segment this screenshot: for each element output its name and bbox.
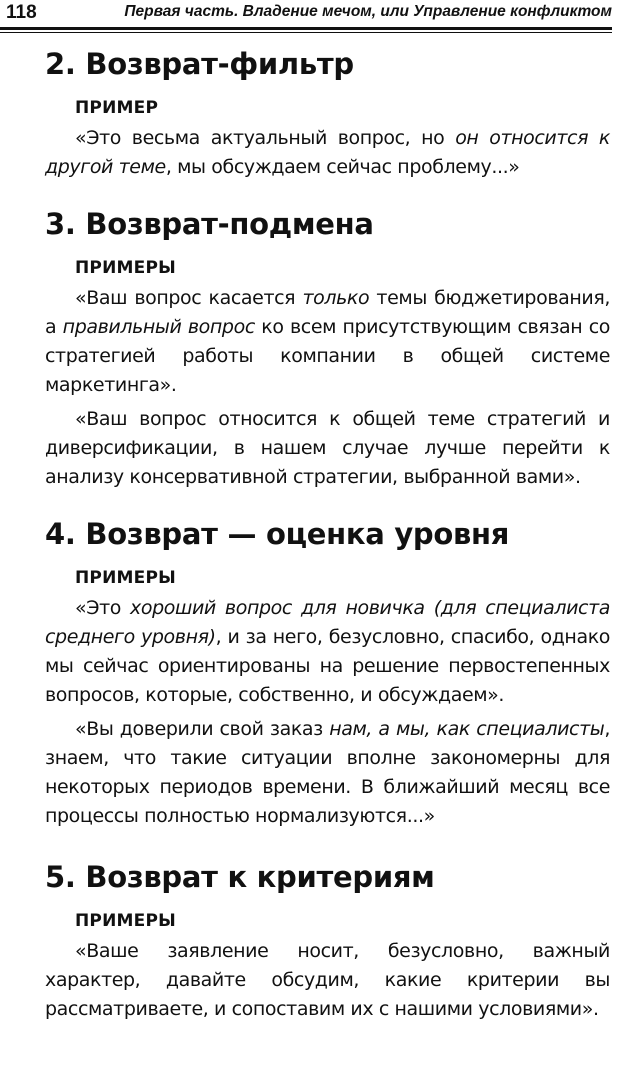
section-return-to-criteria [45,857,610,1024]
example-paragraph [45,937,610,1024]
section-title: 3. Возврат-подмена [45,207,374,241]
text-run: , знаем, что такие ситуации вполне закономерны для некоторых периодов времени. В ближайший месяц все процессы полностью нормализуются...» [45,718,610,827]
text-run: ко всем присутствующим связан со стратегией работы компании в общей системе маркетинга». [45,316,610,396]
example-label: ПРИМЕР [75,98,159,118]
example-label: ПРИМЕРЫ [75,258,176,278]
section-title: 4. Возврат — оценка уровня [45,517,510,551]
text-run: , мы обсуждаем сейчас проблему...» [165,156,520,178]
page-content [45,40,610,1029]
example-paragraph [45,124,610,182]
header-rule-thin [0,32,612,33]
italic-phrase: только [302,287,370,309]
italic-phrase: он относится к другой теме [45,127,611,178]
section-return-level-assessment [45,514,610,831]
section-return-substitution [45,204,610,492]
example-paragraph [45,405,610,492]
example-paragraph [45,715,610,831]
example-paragraph [45,594,610,710]
example-label: ПРИМЕРЫ [75,911,176,931]
italic-phrase: правильный вопрос [62,316,255,338]
page-number: 118 [6,2,37,23]
italic-phrase: нам, а мы, как специалисты [329,718,605,740]
section-title: 2. Возврат-фильтр [45,47,354,81]
text-run: «Это [75,597,131,619]
example-label: ПРИМЕРЫ [75,568,176,588]
text-run: «Ваш вопрос относится к общей теме стратегий и диверсификации, в нашем случае лучше перейти к анализу консервативной стратегии, выбранной вами». [45,408,610,488]
text-run: «Вы доверили свой заказ [75,718,330,740]
text-run: «Это весьма актуальный вопрос, но [75,127,456,149]
text-run: «Ваш вопрос касается [75,287,303,309]
page-header [0,0,620,34]
text-run: «Ваше заявление носит, безусловно, важный характер, давайте обсудим, какие критерии вы рассматриваете, и сопоставим их с нашими условиями». [45,940,610,1020]
example-paragraph [45,284,610,400]
text-run: темы бюджетирования, а [45,287,611,338]
section-return-filter [45,44,610,182]
italic-phrase: хороший вопрос для новичка (для специалиста среднего уровня) [45,597,611,648]
text-run: , и за него, безусловно, спасибо, однако мы сейчас ориентированы на решение первостепенных вопросов, которые, собственно, и обсуждаем». [45,626,611,706]
running-title: Первая часть. Владение мечом, или Управление конфликтом [124,3,612,20]
section-title: 5. Возврат к критериям [45,860,435,894]
header-rule-thick [0,27,612,30]
